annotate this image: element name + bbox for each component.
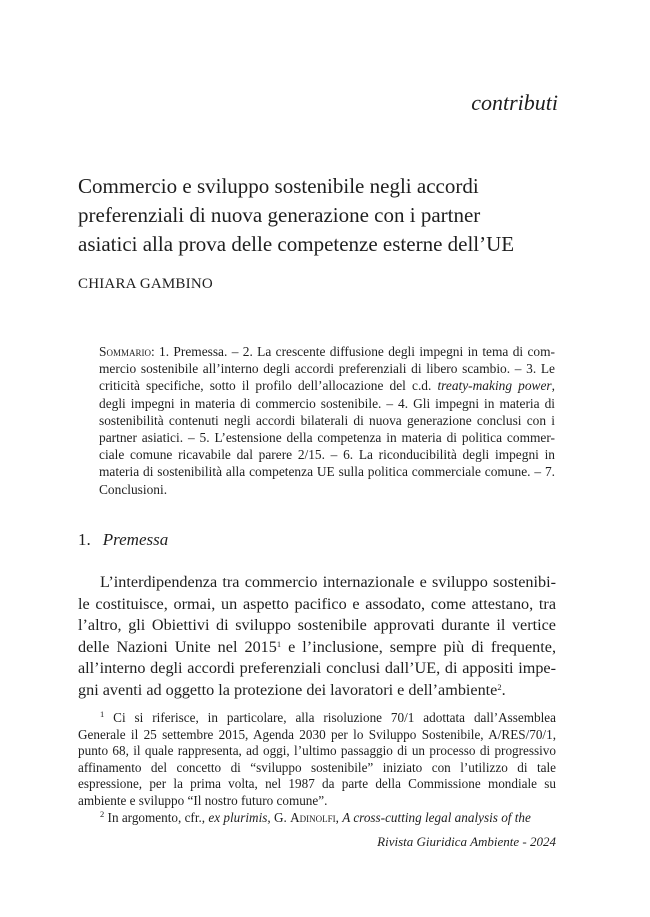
footnotes xyxy=(78,710,556,826)
summary-line: Conclusioni. xyxy=(99,481,168,497)
summary-label: Sommario: xyxy=(99,344,155,359)
section-tag: contributi xyxy=(471,90,558,115)
summary-italic: treaty-making power xyxy=(437,378,552,394)
section-number: 1. xyxy=(78,530,91,549)
footnote-line: affinamento del concetto di “sviluppo sostenibile” iniziato con l’utilizzo di tale xyxy=(78,759,556,775)
section-title: Premessa xyxy=(102,530,169,549)
footnote-mark: 1 xyxy=(100,709,105,719)
summary-line: partner asiatici. – 5. L’estensione della competenza in materia di politica commer- xyxy=(99,430,555,446)
footnote-ref[interactable]: 1 xyxy=(276,638,282,649)
summary-block xyxy=(99,343,555,498)
summary-line: criticità specifiche, sotto il profilo dell’allocazione del c.d. treaty-making power, xyxy=(99,378,555,394)
footnote-ref[interactable]: 2 xyxy=(497,681,502,692)
footnote-line: punto 68, il quale rappresenta, ad oggi, l’ultimo passaggio di un processo di progressivo xyxy=(78,743,556,759)
section-heading xyxy=(78,529,378,551)
summary-line: sostenibilità contenuti negli accordi bilaterali di nuova generazione conclusi con i xyxy=(99,412,555,428)
footnote-line: ambiente e sviluppo “Il nostro futuro comune”. xyxy=(78,792,328,808)
summary-line: materia di sostenibilità alla competenza UE sulla politica commerciale comune. – 7. xyxy=(99,464,555,480)
body-line: gni aventi ad oggetto la protezione dei lavoratori e dell’ambiente$^2$. xyxy=(78,680,506,699)
article-title xyxy=(78,172,578,259)
title-line: asiatici alla prova delle competenze esterne dell’UE xyxy=(78,232,515,256)
footnote-line: Generale il 25 settembre 2015, Agenda 2030 per lo Sviluppo Sostenibile, A/RES/70/1, xyxy=(78,726,556,742)
summary-line: Sommario: 1. Premessa. – 2. La crescente diffusione degli impegni in tema di com- xyxy=(99,344,555,359)
body-line: le costituisce, ormai, un aspetto pacifico e assodato, come attestano, tra xyxy=(78,594,556,613)
summary-line: degli impegni in materia di commercio sostenibile. – 4. Gli impegni in materia di xyxy=(99,395,555,411)
footnote-line: $^2$ In argomento, cfr., ex plurimis, G. Adinolfi, A cross-cutting legal analysis of the xyxy=(100,808,531,825)
summary-line: mercio sostenibile all’interno degli accordi preferenziali di libero scambio. – 3. Le xyxy=(99,361,555,377)
body-paragraph xyxy=(78,572,556,701)
journal-footer: Rivista Giuridica Ambiente - 2024 xyxy=(377,834,556,849)
footnote-mark: 2 xyxy=(100,808,105,819)
body-line: l’altro, gli Obiettivi di sviluppo sostenibile approvati durante il vertice xyxy=(78,616,556,634)
body-line: all’interno degli accordi preferenziali conclusi dall’UE, di appositi impe- xyxy=(78,659,556,677)
footnote-line: espressione, per la prima volta, nel 1987 da parte della Commissione mondiale su xyxy=(78,776,556,792)
body-line: L’interdipendenza tra commercio internazionale e sviluppo sostenibi- xyxy=(100,573,556,591)
summary-line: ciale comune ricavabile dal parere 2/15. – 6. La riconducibilità degli impegni in xyxy=(99,447,555,463)
cited-author: Adinolfi xyxy=(290,809,336,825)
body-line: delle Nazioni Unite nel 2015$^1$ e l’inclusione, sempre più di frequente, xyxy=(78,637,556,656)
author-name: CHIARA GAMBINO xyxy=(78,276,213,292)
title-line: preferenziali di nuova generazione con i partner xyxy=(78,203,481,227)
title-line: Commercio e sviluppo sostenibile negli accordi xyxy=(78,174,479,198)
footnote-line: $^1$ Ci si riferisce, in particolare, alla risoluzione 70/1 adottata dall’Assemblea xyxy=(100,709,556,725)
